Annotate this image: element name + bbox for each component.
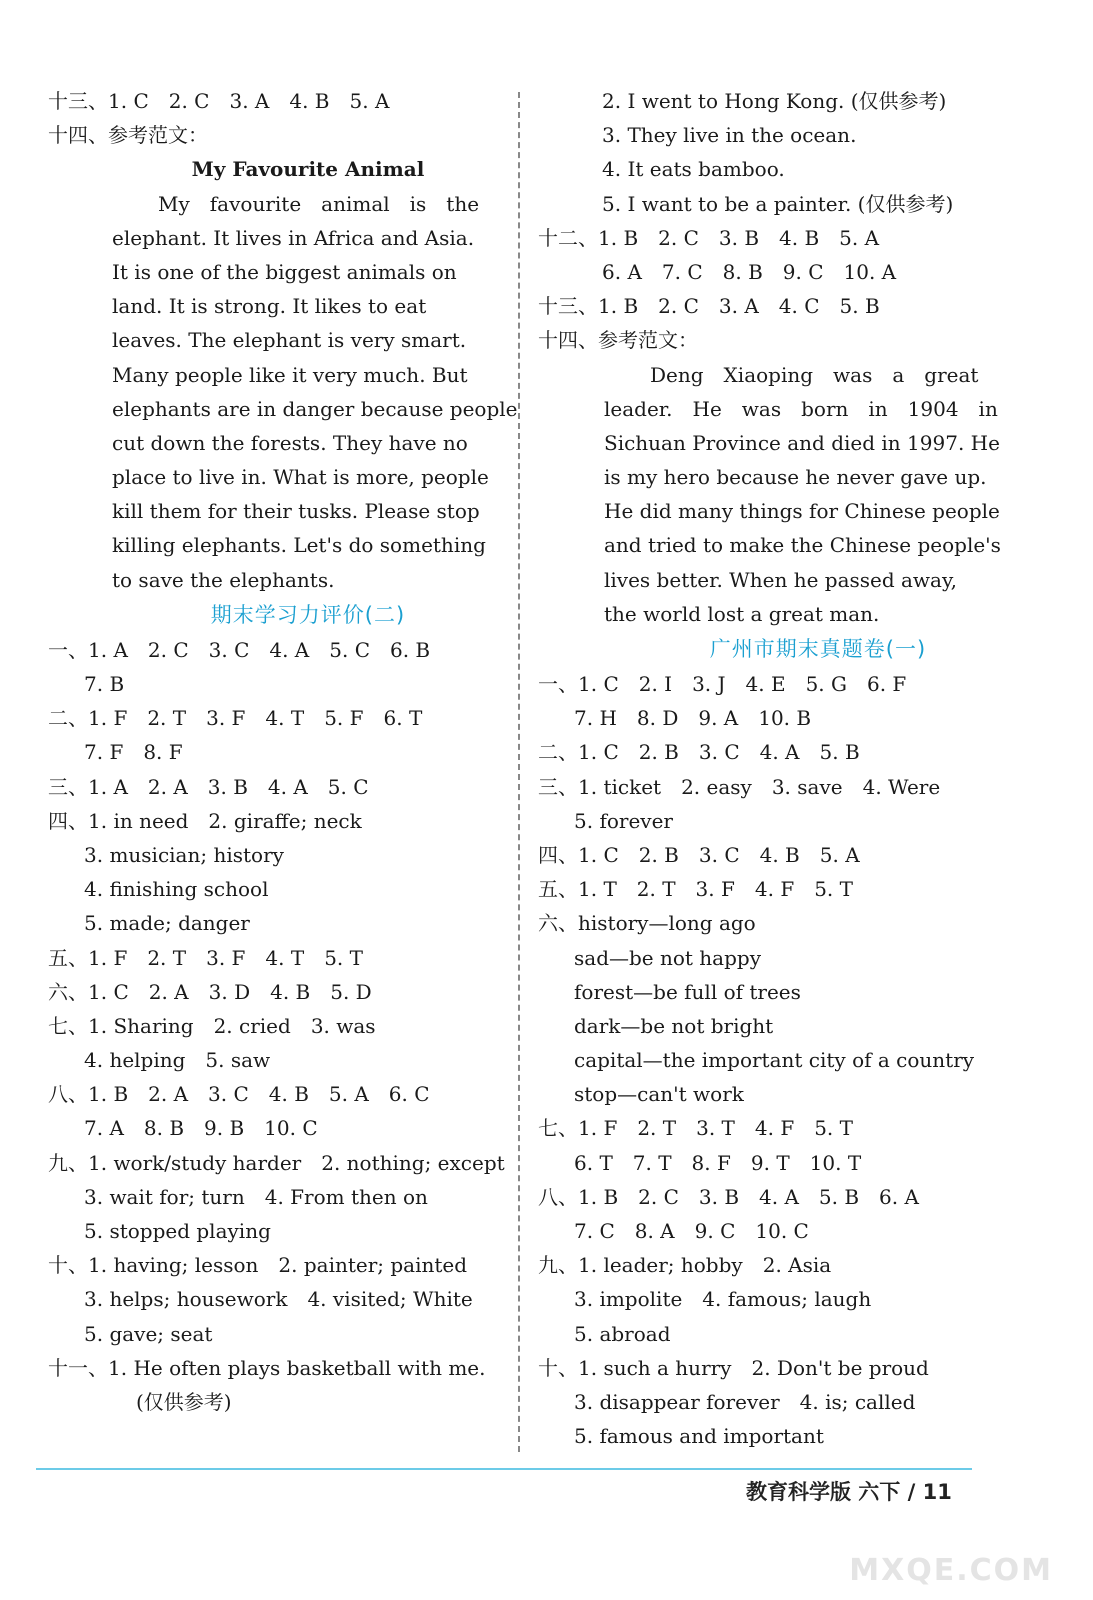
answer-line: 十四、参考范文：: [538, 328, 698, 353]
answer-list: [538, 84, 1058, 358]
answer-line: 5. gave; seat: [84, 1321, 213, 1346]
essay-line: He did many things for Chinese people: [604, 499, 1000, 524]
answer-line: 4. helping 5. saw: [84, 1048, 271, 1073]
essay-line: and tried to make the Chinese people's: [604, 533, 1001, 558]
essay-line: the world lost a great man.: [604, 601, 880, 626]
answer-line: 二、1. F 2. T 3. F 4. T 5. F 6. T: [48, 706, 423, 731]
answer-line: 七、1. Sharing 2. cried 3. was: [48, 1013, 376, 1038]
footer-rule: [36, 1468, 972, 1470]
answer-line: 5. famous and important: [574, 1424, 824, 1449]
footer-label: 教育科学版 六下 / 11: [746, 1480, 952, 1504]
essay-line: kill them for their tusks. Please stop: [112, 499, 480, 524]
answer-line: 五、1. F 2. T 3. F 4. T 5. T: [48, 945, 363, 970]
answer-line: 五、1. T 2. T 3. F 4. F 5. T: [538, 877, 853, 902]
essay-line: It is one of the biggest animals on: [112, 259, 457, 284]
answer-line: 3. wait for; turn 4. From then on: [84, 1184, 428, 1209]
answer-line: 3. They live in the ocean.: [602, 123, 857, 148]
answer-line: (仅供参考): [136, 1389, 232, 1414]
answer-line: 4. It eats bamboo.: [602, 157, 785, 182]
answer-list: [538, 667, 1058, 1453]
answer-line: 三、1. A 2. A 3. B 4. A 5. C: [48, 774, 369, 799]
answer-line: 6. A 7. C 8. B 9. C 10. A: [602, 259, 897, 284]
answer-line: sad—be not happy: [574, 945, 762, 970]
left-column: [48, 84, 518, 1419]
answer-line: 六、history—long ago: [538, 911, 756, 936]
answer-line: 一、1. C 2. I 3. J 4. E 5. G 6. F: [538, 672, 907, 696]
answer-line: 十二、1. B 2. C 3. B 4. B 5. A: [538, 225, 880, 250]
answer-line: 九、1. work/study harder 2. nothing; except: [48, 1150, 505, 1175]
answer-line: 四、1. C 2. B 3. C 4. B 5. A: [538, 842, 860, 867]
essay-line: killing elephants. Let's do something: [112, 533, 486, 558]
answer-line: 6. T 7. T 8. F 9. T 10. T: [574, 1150, 862, 1175]
watermark: MXQE.COM: [849, 1553, 1053, 1588]
answer-line: forest—be full of trees: [574, 979, 801, 1004]
answer-line: 二、1. C 2. B 3. C 4. A 5. B: [538, 740, 860, 765]
answer-line: 5. abroad: [574, 1321, 671, 1346]
answer-line: 3. impolite 4. famous; laugh: [574, 1287, 872, 1312]
section-title: 期末学习力评价(二): [210, 602, 406, 627]
answer-line: 七、1. F 2. T 3. T 4. F 5. T: [538, 1116, 853, 1141]
essay-line: leaves. The elephant is very smart.: [112, 328, 467, 353]
answer-line: 7. B: [84, 672, 125, 697]
right-column: [538, 84, 1058, 1453]
answer-line: 5. made; danger: [84, 911, 250, 936]
essay-body: [48, 187, 518, 597]
answer-line: 十、1. having; lesson 2. painter; painted: [48, 1253, 468, 1278]
answer-line: 十、1. such a hurry 2. Don't be proud: [538, 1355, 929, 1380]
essay-line: elephants are in danger because people: [112, 396, 518, 421]
essay-line: place to live in. What is more, people: [112, 465, 489, 490]
answer-line: 7. C 8. A 9. C 10. C: [574, 1219, 809, 1243]
essay-line: to save the elephants.: [112, 567, 335, 592]
essay-line: cut down the forests. They have no: [112, 430, 468, 455]
essay-line: Sichuan Province and died in 1997. He: [604, 430, 1000, 455]
essay-title: My Favourite Animal: [191, 157, 425, 182]
answer-line: 十三、1. C 2. C 3. A 4. B 5. A: [48, 89, 390, 113]
answer-line: 3. helps; housework 4. visited; White: [84, 1287, 473, 1312]
essay-body: [538, 358, 1058, 632]
column-divider: [518, 92, 520, 1452]
answer-line: dark—be not bright: [574, 1013, 774, 1038]
answer-line: 六、1. C 2. A 3. D 4. B 5. D: [48, 979, 372, 1004]
answer-line: 5. I want to be a painter. (仅供参考): [602, 191, 954, 216]
essay-line: lives better. When he passed away,: [604, 567, 957, 592]
answer-line: 3. musician; history: [84, 842, 284, 867]
essay-line: land. It is strong. It likes to eat: [112, 294, 427, 319]
answer-line: 一、1. A 2. C 3. C 4. A 5. C 6. B: [48, 637, 431, 662]
answer-line: 九、1. leader; hobby 2. Asia: [538, 1253, 832, 1278]
answer-line: 5. forever: [574, 808, 673, 833]
essay-line: My favourite animal is the: [158, 191, 480, 216]
essay-line: is my hero because he never gave up.: [604, 465, 987, 490]
essay-line: Deng Xiaoping was a great: [650, 362, 979, 387]
essay-line: Many people like it very much. But: [112, 362, 468, 387]
answer-line: 十三、1. B 2. C 3. A 4. C 5. B: [538, 294, 880, 319]
section-title: 广州市期末真题卷(一): [709, 637, 927, 661]
answer-list: [48, 633, 508, 1419]
answer-line: 7. F 8. F: [84, 740, 183, 765]
answer-line: 2. I went to Hong Kong. (仅供参考): [602, 89, 947, 113]
answer-line: 四、1. in need 2. giraffe; neck: [48, 808, 362, 833]
answer-line: 十一、1. He often plays basketball with me.: [48, 1355, 486, 1380]
answer-line: stop—can't work: [574, 1082, 744, 1107]
answer-line: 5. stopped playing: [84, 1219, 271, 1244]
answer-line: 八、1. B 2. A 3. C 4. B 5. A 6. C: [48, 1082, 430, 1107]
answer-line: capital—the important city of a country: [574, 1048, 975, 1073]
answer-line: 7. A 8. B 9. B 10. C: [84, 1116, 318, 1141]
answer-line: 7. H 8. D 9. A 10. B: [574, 706, 812, 731]
answer-line: 三、1. ticket 2. easy 3. save 4. Were: [538, 774, 941, 799]
answer-line: 八、1. B 2. C 3. B 4. A 5. B 6. A: [538, 1184, 919, 1209]
essay-line: leader. He was born in 1904 in: [604, 396, 998, 421]
section-heading: 十四、参考范文：: [48, 123, 208, 148]
answer-line: 3. disappear forever 4. is; called: [574, 1389, 916, 1414]
answer-line: 4. finishing school: [84, 877, 269, 902]
essay-line: elephant. It lives in Africa and Asia.: [112, 225, 475, 250]
